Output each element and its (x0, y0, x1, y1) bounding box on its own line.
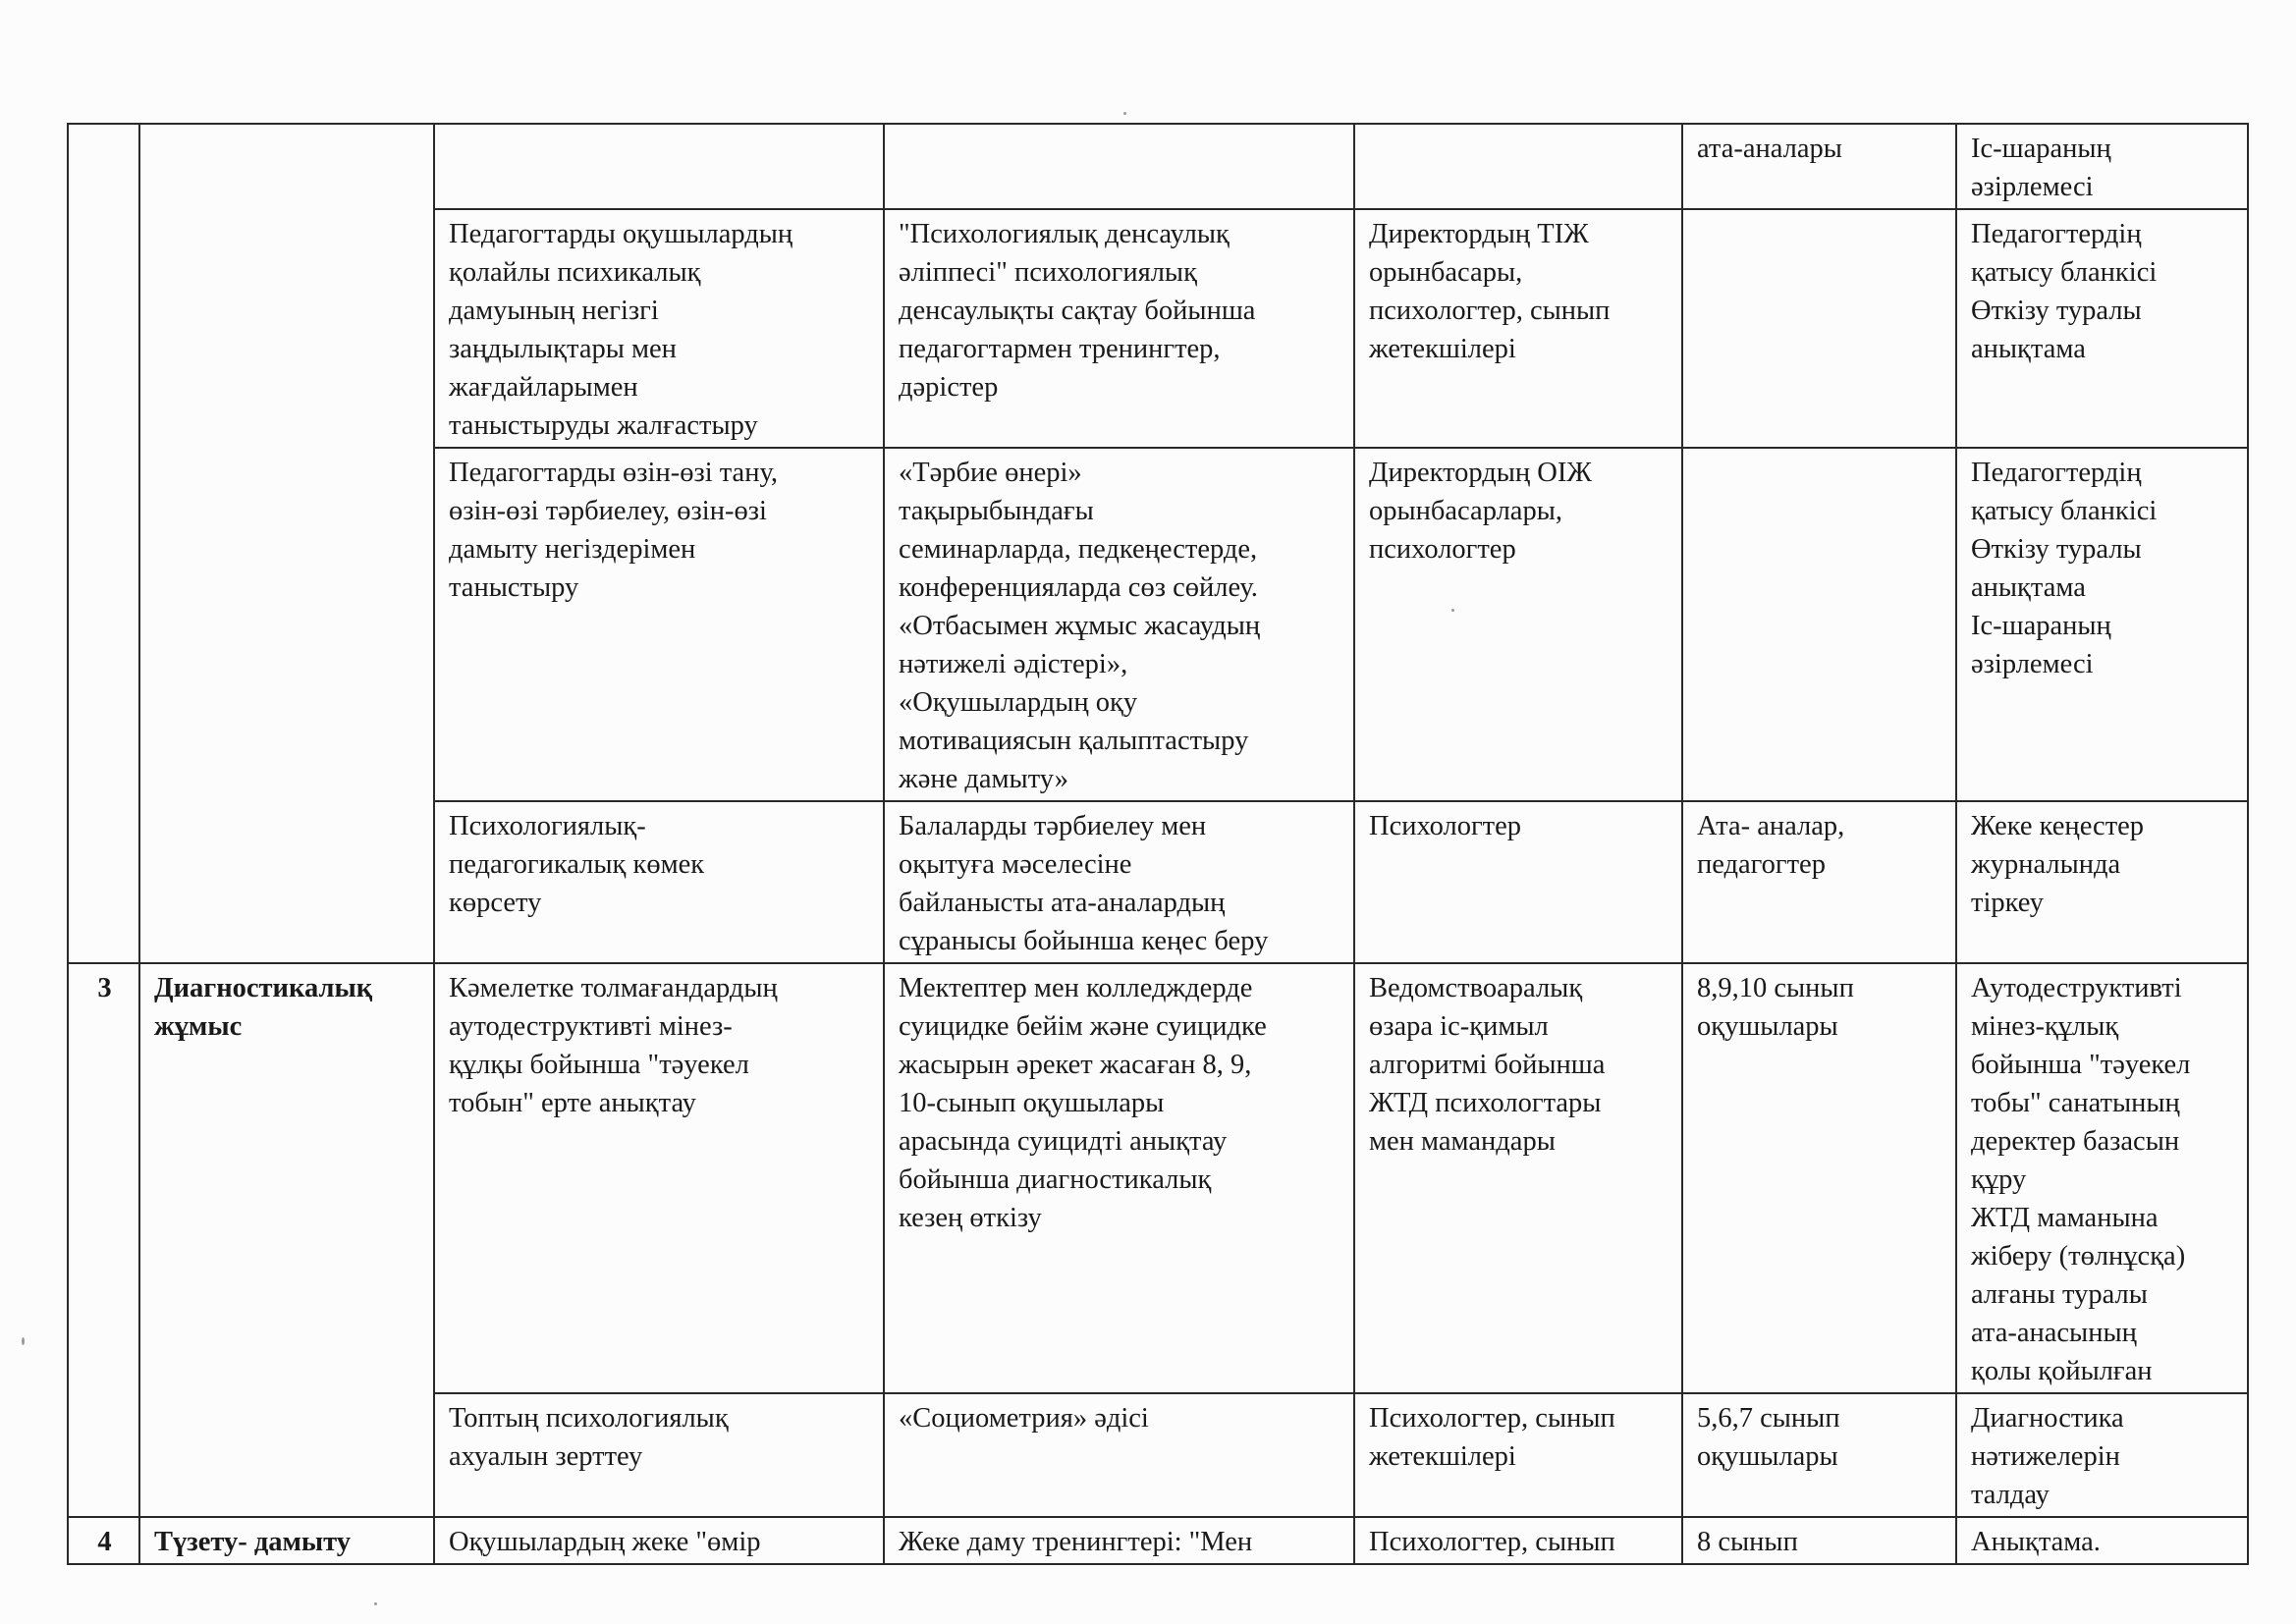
task-cell: Психологиялық- педагогикалық көмек көрсету (434, 801, 884, 963)
task-cell: Топтың психологиялық ахуалын зерттеу (434, 1393, 884, 1517)
result-cell: Педагогтердің қатысу бланкісі Өткізу туралы анықтама Іс-шараның әзірлемесі (1956, 448, 2248, 801)
task-cell: Педагогтарды өзін-өзі тану, өзін-өзі тәрбиелеу, өзін-өзі дамыту негіздерімен таныстыру (434, 448, 884, 801)
responsible-cell: Психологтер, сынып жетекшілері (1354, 1393, 1682, 1517)
content-cell: Мектептер мен колледждерде суицидке бейім және суицидке жасырын әрекет жасаған 8, 9, 10-сынып оқушылары арасында суицидті анықтау бойынша диагностикалық кезең өткізу (884, 963, 1354, 1393)
result-cell: Диагностика нәтижелерін талдау (1956, 1393, 2248, 1517)
result-cell: Аутодеструктивті мінез-құлық бойынша "тәуекел тобы" санатының деректер базасын құру ЖТД маманына жіберу (төлнұсқа) алғаны туралы ата-анасының қолы қойылған (1956, 963, 2248, 1393)
participants-cell: ата-аналары (1682, 124, 1956, 209)
row-number: 4 (68, 1517, 139, 1564)
participants-cell: 5,6,7 сынып оқушылары (1682, 1393, 1956, 1517)
content-cell: Жеке даму тренингтері: "Мен (884, 1517, 1354, 1564)
task-cell: Педагогтарды оқушылардың қолайлы психикалық дамуының негізгі заңдылықтары мен жағдайларымен таныстыруды жалғастыру (434, 209, 884, 448)
section-title (139, 124, 434, 963)
table-row (68, 963, 2248, 1393)
responsible-cell (1354, 124, 1682, 209)
row-number: 3 (68, 963, 139, 1517)
participants-cell: 8,9,10 сынып оқушылары (1682, 963, 1956, 1393)
scan-speck (1123, 112, 1126, 115)
result-cell: Жеке кеңестер журналында тіркеу (1956, 801, 2248, 963)
participants-cell: Ата- аналар, педагогтер (1682, 801, 1956, 963)
work-plan-table (67, 123, 2249, 1565)
scan-speck (374, 1602, 377, 1605)
content-cell: «Тәрбие өнері» тақырыбындағы семинарларда, педкеңестерде, конференцияларда сөз сөйлеу. «Отбасымен жұмыс жасаудың нәтижелі әдістері», «Оқушылардың оқу мотивациясын қалыптастыру және дамыту» (884, 448, 1354, 801)
result-cell: Анықтама. (1956, 1517, 2248, 1564)
content-cell: "Психологиялық денсаулық әліппесі" психологиялық денсаулықты сақтау бойынша педагогтармен тренингтер, дәрістер (884, 209, 1354, 448)
responsible-cell: Психологтер (1354, 801, 1682, 963)
participants-cell: 8 сынып (1682, 1517, 1956, 1564)
content-cell: Балаларды тәрбиелеу мен оқытуға мәселесіне байланысты ата-аналардың сұранысы бойынша кеңес беру (884, 801, 1354, 963)
task-cell: Кәмелетке толмағандардың аутодеструктивті мінез- құлқы бойынша "тәуекел тобын" ерте анықтау (434, 963, 884, 1393)
participants-cell (1682, 209, 1956, 448)
task-cell (434, 124, 884, 209)
table-row (68, 124, 2248, 209)
responsible-cell: Ведомствоаралық өзара іс-қимыл алгоритмі бойынша ЖТД психологтары мен мамандары (1354, 963, 1682, 1393)
table-row (68, 1517, 2248, 1564)
participants-cell (1682, 448, 1956, 801)
section-title: Түзету- дамыту (139, 1517, 434, 1564)
task-cell: Оқушылардың жеке "өмір (434, 1517, 884, 1564)
scan-speck (1451, 609, 1454, 612)
responsible-cell: Директордың ОІЖ орынбасарлары, психологтер (1354, 448, 1682, 801)
row-number (68, 124, 139, 963)
responsible-cell: Психологтер, сынып (1354, 1517, 1682, 1564)
result-cell: Іс-шараның әзірлемесі (1956, 124, 2248, 209)
result-cell: Педагогтердің қатысу бланкісі Өткізу туралы анықтама (1956, 209, 2248, 448)
responsible-cell: Директордың ТІЖ орынбасары, психологтер, сынып жетекшілері (1354, 209, 1682, 448)
scan-speck (22, 1337, 25, 1345)
content-cell (884, 124, 1354, 209)
section-title: Диагностикалық жұмыс (139, 963, 434, 1517)
content-cell: «Социометрия» әдісі (884, 1393, 1354, 1517)
